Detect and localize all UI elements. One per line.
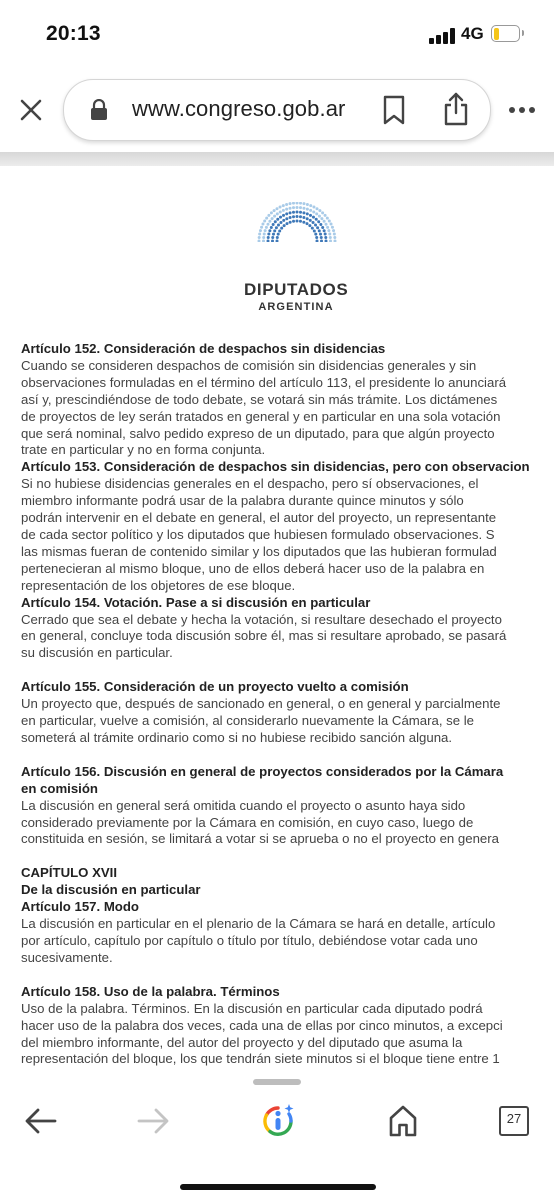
logo-dot	[314, 223, 317, 226]
article-line: someterá al trámite ordinario como si no hubiese recibido sanción alguna.	[21, 729, 453, 745]
logo-dot	[327, 229, 330, 232]
logo-dot	[296, 215, 299, 218]
article-line: observaciones formuladas en el término del artículo 113, el presidente lo anunciará	[21, 374, 507, 390]
article-heading: Artículo 156. Discusión en general de proyectos considerados por la Cámara	[21, 763, 504, 779]
logo-dot	[299, 220, 302, 223]
logo-subtitle: ARGENTINA	[258, 301, 334, 313]
logo-dot	[263, 220, 266, 223]
article-heading: Artículo 155. Consideración de un proyecto vuelto a comisión	[21, 679, 409, 695]
article-line: miembro informante podrá usar de la palabra durante quince minutos y sólo	[21, 493, 464, 509]
article-line: La discusión en particular en el plenario de la Cámara se hará en detalle, artículo	[21, 916, 496, 932]
logo-dot	[302, 216, 305, 219]
paragraph-gap	[21, 747, 554, 764]
more-icon[interactable]	[508, 106, 536, 114]
logo-dot	[272, 223, 275, 226]
diputados-logo[interactable]	[244, 200, 348, 330]
article-line: La discusión en general será omitida cuando el proyecto o asunto haya sido	[21, 797, 466, 813]
logo-dot	[325, 240, 328, 243]
article-line: por artículo, capítulo por capítulo o título por título, debiéndose votar cada uno	[21, 933, 478, 948]
logo-dot	[270, 226, 273, 229]
logo-dot	[264, 229, 267, 232]
logo-dot	[296, 211, 299, 214]
logo-dot	[276, 240, 279, 243]
battery-icon	[491, 25, 523, 42]
article-line: de cada sector político y los diputados que hubiesen formulado observaciones. S	[21, 526, 495, 542]
logo-dot	[267, 233, 270, 236]
logo-dot	[292, 211, 295, 214]
logo-dot	[306, 208, 309, 211]
lock-icon	[90, 99, 108, 121]
network-type: 4G	[461, 24, 484, 43]
logo-dot	[271, 236, 274, 239]
article-line: sucesivamente.	[21, 949, 113, 965]
logo-dot	[258, 236, 261, 239]
logo-dot	[262, 240, 265, 243]
article-line: hacer uso de la palabra dos veces, cada una de ellas por cinco minutos, a excepci	[21, 1017, 503, 1033]
logo-dot	[302, 221, 305, 224]
logo-dot	[331, 226, 334, 229]
share-icon[interactable]	[442, 92, 470, 126]
logo-dot	[325, 223, 328, 226]
logo-dot	[320, 236, 323, 239]
article-line: en particular, vuelve a comisión, al considerarlo nuevamente la Cámara, se le	[21, 713, 475, 729]
logo-dot	[320, 217, 323, 220]
logo-dot	[286, 222, 289, 225]
logo-dot	[263, 233, 266, 236]
article-line: Un proyecto que, después de sancionado en general, o en general y parcialmente	[21, 696, 501, 712]
logo-dot	[328, 233, 331, 236]
logo-dot	[279, 210, 282, 213]
logo-dot	[279, 216, 282, 219]
logo-dot	[276, 236, 279, 239]
logo-dot	[306, 212, 309, 215]
logo-dot	[273, 215, 276, 218]
article-heading: Artículo 154. Votación. Pase a si discusión en particular	[21, 594, 371, 610]
logo-dot	[279, 221, 282, 224]
logo-dot	[267, 240, 270, 243]
logo-dot	[321, 226, 324, 229]
logo-dot	[329, 236, 332, 239]
logo-dot	[318, 215, 321, 218]
logo-dot	[289, 202, 292, 205]
article-line: constituida en sesión, se limitará a votar si se aprueba o no el proyecto en genera	[21, 831, 499, 847]
logo-dot	[299, 215, 302, 218]
article-line: pertenecieran al mismo bloque, uno de ellos deberá hacer uso de la palabra en	[21, 560, 485, 576]
logo-dot	[306, 222, 309, 225]
logo-dot	[283, 224, 286, 227]
article-heading: Artículo 158. Uso de la palabra. Términos	[21, 983, 280, 999]
forward-arrow-icon[interactable]	[136, 1106, 170, 1136]
close-icon[interactable]	[14, 93, 48, 127]
article-heading: Artículo 157. Modo	[21, 899, 139, 915]
logo-dot	[282, 204, 285, 207]
logo-dot	[275, 226, 278, 229]
logo-dot	[312, 216, 315, 219]
logo-dot	[319, 223, 322, 226]
logo-dot	[282, 214, 285, 217]
logo-dot	[306, 203, 309, 206]
logo-dot	[276, 212, 279, 215]
logo-dot	[262, 236, 265, 239]
logo-dot	[282, 209, 285, 212]
logo-dot	[272, 233, 275, 236]
logo-dot	[277, 233, 280, 236]
logo-dot	[276, 207, 279, 210]
logo-dot	[324, 233, 327, 236]
url-text[interactable]: www.congreso.gob.ar	[132, 96, 346, 121]
logo-dot	[302, 202, 305, 205]
logo-dot	[285, 203, 288, 206]
logo-dot	[311, 227, 314, 230]
paragraph-gap	[21, 662, 554, 679]
logo-dot	[299, 202, 302, 205]
logo-dot	[271, 240, 274, 243]
browser-toolbar	[0, 70, 554, 154]
logo-dot	[309, 214, 312, 217]
tabs-button[interactable]	[499, 1106, 529, 1136]
logo-dot	[319, 233, 322, 236]
article-line: en general, concluye toda discusión sobre él, mas si resultare aprobado, se pasará	[21, 628, 507, 644]
logo-dot	[285, 208, 288, 211]
logo-dot	[330, 223, 333, 226]
article-line: del miembro informante, del autor del proyecto y del diputado que asuma la	[21, 1034, 463, 1050]
article-line: que será nominal, salvo pedido expreso de un diputado, para que algún proyecto	[21, 425, 495, 441]
logo-dot	[316, 226, 319, 229]
article-line: representación de los objetores de ese bloque.	[21, 577, 296, 593]
article-heading: De la discusión en particular	[21, 882, 201, 898]
tab-count: 27	[506, 1111, 522, 1126]
logo-dot	[312, 221, 315, 224]
logo-dot	[299, 211, 302, 214]
bottom-navigation	[0, 1072, 554, 1200]
logo-dot	[309, 219, 312, 222]
logo-dot	[279, 205, 282, 208]
logo-dot	[315, 218, 318, 221]
logo-dot	[265, 226, 268, 229]
back-arrow-icon[interactable]	[24, 1106, 58, 1136]
logo-dot	[265, 217, 268, 220]
logo-dot	[280, 227, 283, 230]
logo-dot	[302, 207, 305, 210]
logo-dot	[285, 212, 288, 215]
logo-dot	[323, 229, 326, 232]
bookmark-icon[interactable]	[382, 95, 406, 125]
logo-dot	[315, 236, 318, 239]
logo-dot	[326, 226, 329, 229]
logo-dot	[289, 207, 292, 210]
article-line: podrán intervenir en el debate en general, el autor del proyecto, un representante	[21, 510, 497, 526]
sheet-handle[interactable]	[253, 1079, 301, 1085]
logo-dot	[278, 230, 281, 233]
article-line: de proyectos de ley serán tratados en general y en particular en una sola votación	[21, 408, 501, 424]
logo-dot	[315, 212, 318, 215]
logo-dot	[259, 229, 262, 232]
logo-dot	[316, 240, 319, 243]
signal-icon	[429, 28, 457, 44]
logo-dot	[296, 202, 299, 205]
logo-dot	[292, 220, 295, 223]
logo-dot	[323, 220, 326, 223]
logo-dot	[266, 223, 269, 226]
logo-dot	[268, 229, 271, 232]
logo-dot	[313, 230, 316, 233]
logo-dot	[312, 210, 315, 213]
logo-dot	[302, 211, 305, 214]
toolbar-shadow	[0, 152, 554, 166]
article-line: considerado previamente por la Cámara en comisión, en cuyo caso, luego de	[21, 814, 474, 830]
logo-dot	[282, 219, 285, 222]
logo-dot	[326, 217, 329, 220]
logo-dot	[333, 233, 336, 236]
logo-dot	[333, 236, 336, 239]
article-heading: Artículo 152. Consideración de despachos sin disidencias	[21, 341, 386, 356]
address-bar[interactable]	[63, 79, 491, 141]
logo-title: DIPUTADOS	[244, 280, 349, 299]
article-heading: en comisión	[21, 780, 98, 796]
article-line: así y, prescindiéndose de todo debate, se votará sin más trámite. Los dictámenes	[21, 391, 498, 407]
logo-dot	[261, 223, 264, 226]
logo-dot	[267, 214, 270, 217]
logo-dot	[328, 220, 331, 223]
logo-dot	[296, 206, 299, 209]
logo-dot	[324, 214, 327, 217]
logo-dot	[274, 220, 277, 223]
logo-dot	[306, 217, 309, 220]
logo-dot	[324, 236, 327, 239]
paragraph-gap	[21, 967, 554, 984]
logo-dot	[296, 220, 299, 223]
logo-dot	[332, 229, 335, 232]
logo-dot	[292, 202, 295, 205]
logo-dot	[258, 233, 261, 236]
logo-dot	[309, 209, 312, 212]
logo-dot	[270, 211, 273, 214]
logo-dot	[285, 217, 288, 220]
logo-dot	[321, 211, 324, 214]
logo-dot	[320, 240, 323, 243]
logo-dot	[268, 220, 271, 223]
web-page-content[interactable]	[0, 166, 554, 1072]
logo-dot	[289, 216, 292, 219]
logo-dot	[260, 226, 263, 229]
logo-dot	[308, 224, 311, 227]
article-line: Uso de la palabra. Términos. En la discusión en particular cada diputado podrá	[21, 1000, 483, 1016]
logo-dot	[273, 229, 276, 232]
logo-dot	[292, 206, 295, 209]
logo-dot	[318, 229, 321, 232]
google-lens-icon[interactable]	[260, 1103, 296, 1139]
article-line: Cerrado que sea el debate y hecha la votación, si resultare desechado el proyecto	[21, 611, 502, 627]
article-line: Cuando se consideren despachos de comisión sin disidencias generales y sin	[21, 357, 477, 373]
logo-dot	[267, 236, 270, 239]
logo-dot	[292, 215, 295, 218]
article-heading: CAPÍTULO XVII	[21, 865, 117, 881]
article-text	[21, 341, 554, 1068]
logo-dot	[309, 204, 312, 207]
home-icon[interactable]	[387, 1104, 419, 1138]
logo-dot	[318, 209, 321, 212]
status-time: 20:13	[46, 22, 101, 45]
logo-dot	[317, 220, 320, 223]
logo-dot	[258, 240, 261, 243]
logo-dot	[289, 211, 292, 214]
logo-dot	[276, 218, 279, 221]
article-line: representación del bloque, los que tendrán siete minutos si el bloque tiene entre 1	[21, 1051, 500, 1067]
logo-dot	[289, 221, 292, 224]
logo-dot	[329, 240, 332, 243]
status-bar	[0, 0, 554, 70]
home-indicator[interactable]	[180, 1184, 376, 1190]
logo-dot	[273, 209, 276, 212]
logo-dot	[277, 223, 280, 226]
hemicycle-logo-icon	[257, 202, 337, 242]
logo-dot	[271, 217, 274, 220]
logo-dot	[312, 205, 315, 208]
logo-dot	[334, 240, 337, 243]
paragraph-gap	[21, 848, 554, 865]
article-line: trate en particular y no en forma conjunta.	[21, 442, 266, 458]
article-heading: Artículo 153. Consideración de despachos sin disidencias, pero con observacion	[21, 459, 530, 475]
article-line: Si no hubiese disidencias generales en el despacho, pero sí observaciones, el	[21, 476, 479, 492]
logo-dot	[299, 206, 302, 209]
logo-dot	[314, 233, 317, 236]
logo-dot	[316, 207, 319, 210]
article-line: su discusión en particular.	[21, 645, 173, 661]
article-line: las mismas fueran de contenido similar y los diputados que las hubieran formulad	[21, 543, 497, 559]
